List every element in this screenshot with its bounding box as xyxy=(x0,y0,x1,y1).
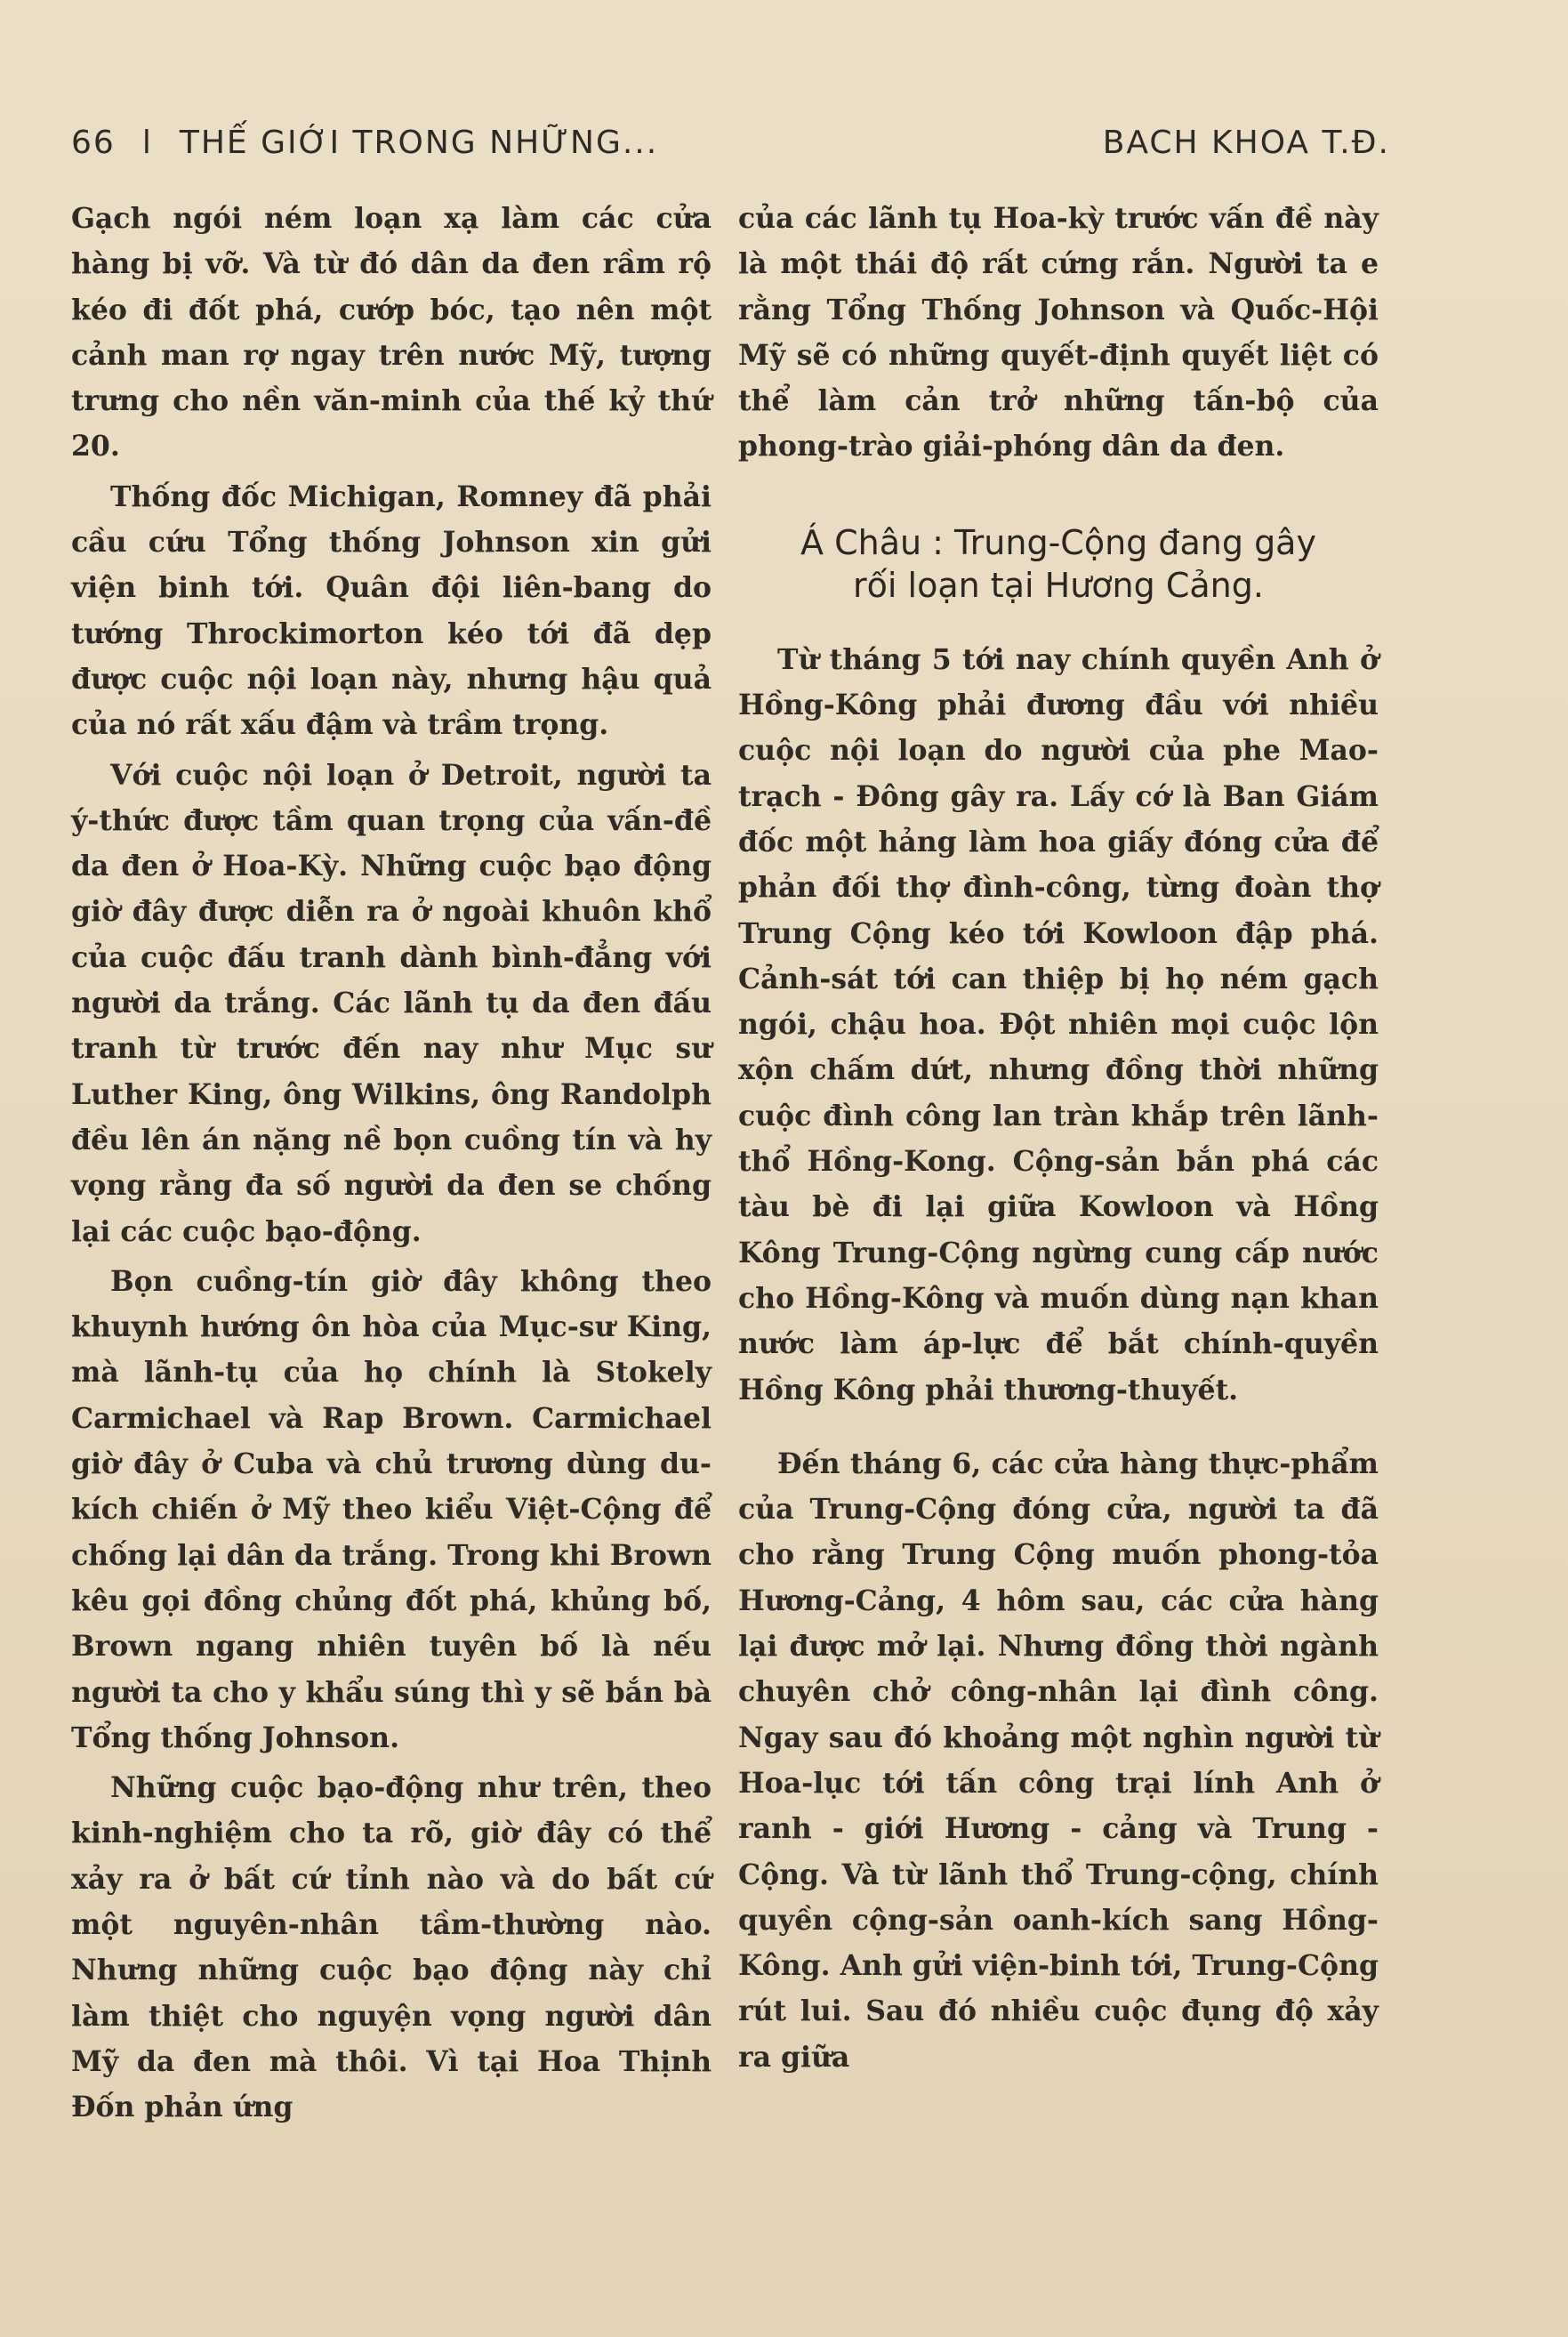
paragraph: Từ tháng 5 tới nay chính quyền Anh ở Hồng-Kông phải đương đầu với nhiều cuộc nội loạn do người của phe Mao-trạch - Đông gây ra. Lấy cớ là Ban Giám đốc một hảng làm hoa giấy đóng cửa để phản đối thợ đình-công, từng đoàn thợ Trung Cộng kéo tới Kowloon đập phá. Cảnh-sát tới can thiệp bị họ ném gạch ngói, chậu hoa. Đột nhiên mọi cuộc lộn xộn chấm dứt, nhưng đồng thời những cuộc đình công lan tràn khắp trên lãnh-thổ Hồng-Kong. Cộng-sản bắn phá các tàu bè đi lại giữa Kowloon và Hồng Kông Trung-Cộng ngừng cung cấp nước cho Hồng-Kông và muốn dùng nạn khan nước làm áp-lực để bắt chính-quyền Hồng Kông phải thương-thuyết. xyxy=(738,642,1379,1406)
paragraph: Bọn cuồng-tín giờ đây không theo khuynh hướng ôn hòa của Mục-sư King, mà lãnh-tụ của họ chính là Stokely Carmichael và Rap Brown. Carmichael giờ đây ở Cuba và chủ trương dùng du-kích chiến ở Mỹ theo kiểu Việt-Cộng để chống lại dân da trắng. Trong khi Brown kêu gọi đồng chủng đốt phá, khủng bố, Brown ngang nhiên tuyên bố là nếu người ta cho y khẩu súng thì y sẽ bắn bà Tổng thống Johnson. xyxy=(71,1264,712,1754)
section-heading-line: rối loạn tại Hương Cảng. xyxy=(853,565,1264,605)
page-number: 66 xyxy=(71,125,116,161)
paragraph: Đến tháng 6, các cửa hàng thực-phẩm của Trung-Cộng đóng cửa, người ta đã cho rằng Trung Cộng muốn phong-tỏa Hương-Cảng, 4 hôm sau, các cửa hàng lại được mở lại. Nhưng đồng thời ngành chuyên chở công-nhân lại đình công. Ngay sau đó khoảng một nghìn người từ Hoa-lục tới tấn công trại lính Anh ở ranh - giới Hương - cảng và Trung - Cộng. Và từ lãnh thổ Trung-cộng, chính quyền cộng-sản oanh-kích sang Hồng-Kông. Anh gửi viện-binh tới, Trung-Cộng rút lui. Sau đó nhiều cuộc đụng độ xảy ra giữa xyxy=(738,1447,1379,2074)
section-heading-line: Á Châu : Trung-Cộng đang gây xyxy=(800,522,1316,562)
page-header xyxy=(71,125,1390,161)
paragraph: Gạch ngói ném loạn xạ làm các cửa hàng bị vỡ. Và từ đó dân da đen rầm rộ kéo đi đốt phá, cướp bóc, tạo nên một cảnh man rợ ngay trên nước Mỹ, tượng trưng cho nền văn-minh của thế kỷ thứ 20. xyxy=(71,202,712,463)
publication-name: BACH KHOA T.Đ. xyxy=(1102,125,1390,161)
section-heading xyxy=(738,521,1379,607)
header-separator: l xyxy=(141,125,153,161)
paragraph: của các lãnh tụ Hoa-kỳ trước vấn đề này là một thái độ rất cứng rắn. Người ta e rằng Tổng Thống Johnson và Quốc-Hội Mỹ sẽ có những quyết-định quyết liệt có thể làm cản trở những tấn-bộ của phong-trào giải-phóng dân da đen. xyxy=(738,202,1379,463)
paragraph: Thống đốc Michigan, Romney đã phải cầu cứu Tổng thống Johnson xin gửi viện binh tới. Quân đội liên-bang do tướng Throckimorton kéo tới đã dẹp được cuộc nội loạn này, nhưng hậu quả của nó rất xấu đậm và trầm trọng. xyxy=(71,479,712,742)
left-column xyxy=(71,196,712,2130)
paragraph-gap xyxy=(738,1413,1379,1441)
paragraph: Những cuộc bạo-động như trên, theo kinh-nghiệm cho ta rõ, giờ đây có thể xảy ra ở bất cứ tỉnh nào và do bất cứ một nguyên-nhân tầm-thường nào. Nhưng những cuộc bạo động này chỉ làm thiệt cho nguyện vọng người dân Mỹ da đen mà thôi. Vì tại Hoa Thịnh Đốn phản ứng xyxy=(71,1771,712,2124)
running-title: THẾ GIỚI TRONG NHỮNG... xyxy=(179,125,659,161)
paragraph: Với cuộc nội loạn ở Detroit, người ta ý-thức được tầm quan trọng của vấn-đề da đen ở Hoa-Kỳ. Những cuộc bạo động giờ đây được diễn ra ở ngoài khuôn khổ của cuộc đấu tranh dành bình-đẳng với người da trắng. Các lãnh tụ da đen đấu tranh từ trước đến nay như Mục sư Luther King, ông Wilkins, ông Randolph đều lên án nặng nề bọn cuồng tín và hy vọng rằng đa số người da đen se chống lại các cuộc bạo-động. xyxy=(71,758,712,1248)
right-column xyxy=(738,196,1379,2080)
